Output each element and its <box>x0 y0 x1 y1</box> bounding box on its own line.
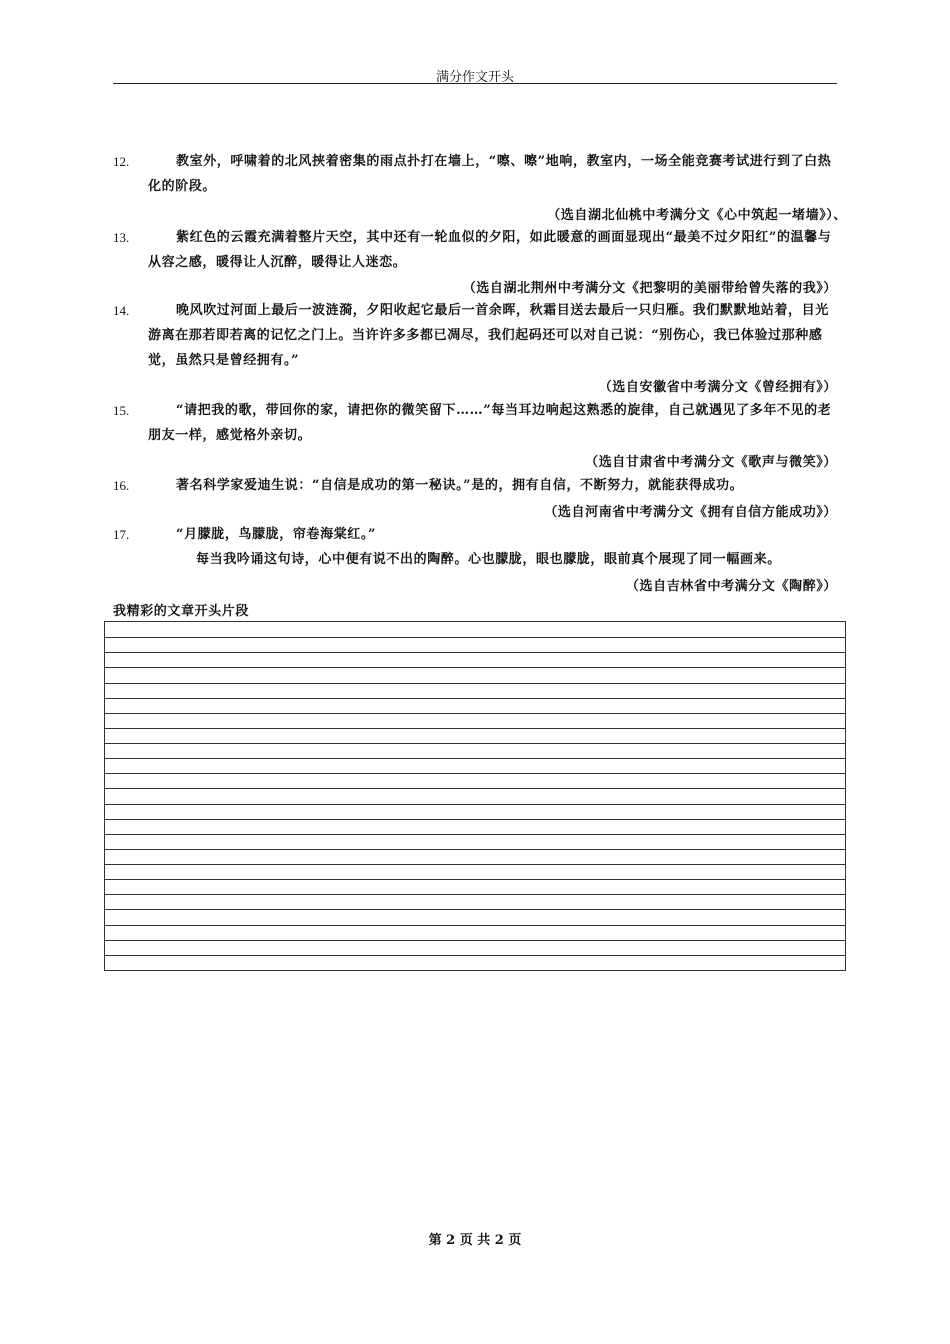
writing-line <box>105 940 845 941</box>
writing-line <box>105 879 845 880</box>
writing-line <box>105 652 845 653</box>
entry-number: 17. <box>113 527 130 542</box>
entry-number: 14. <box>113 303 130 318</box>
entry-source: （选自湖北仙桃中考满分文《心中筑起一堵墙》）、 <box>547 208 847 223</box>
writing-line <box>105 758 845 759</box>
entry-paragraph: 每当我吟诵这句诗，心中便有说不出的陶醉。心也朦胧，眼也朦胧，眼前真个展现了同一幅画来。 <box>196 552 781 567</box>
entry-paragraph: 紫红色的云霞充满着整片天空，其中还有一轮血似的夕阳，如此暖意的画面显现出“最美不过夕阳红”的温馨与从容之感，暖得让人沉醉，暖得让人迷恋。 <box>148 230 832 270</box>
entry-12 <box>113 149 837 199</box>
writing-line <box>105 637 845 638</box>
writing-line <box>105 683 845 684</box>
writing-section-label: 我精彩的文章开头片段 <box>113 604 250 619</box>
header-rule <box>113 83 837 84</box>
entry-16 <box>113 473 837 498</box>
entry-source: （选自甘肃省中考满分文《歌声与微笑》） <box>585 455 837 470</box>
entry-number: 13. <box>113 230 130 245</box>
writing-line <box>105 925 845 926</box>
writing-line <box>105 743 845 744</box>
writing-line <box>105 804 845 805</box>
writing-lines-box[interactable] <box>104 621 846 971</box>
entry-17 <box>113 522 837 572</box>
entry-13 <box>113 225 837 275</box>
entry-paragraph: 晚风吹过河面上最后一波涟漪，夕阳收起它最后一首余晖，秋霜目送去最后一只归雁。我们默默地站着，目光游离在那若即若离的记忆之门上。当许许多多都已凋尽，我们起码还可以对自己说：“别伤心，我已体验过那种感觉，虽然只是曾经拥有。” <box>148 303 829 368</box>
entry-15 <box>113 398 837 448</box>
entry-source: （选自吉林省中考满分文《陶醉》） <box>625 579 837 594</box>
writing-line <box>105 667 845 668</box>
entry-paragraph: 著名科学家爱迪生说：“自信是成功的第一秘诀。”是的，拥有自信，不断努力，就能获得成功。 <box>176 478 744 493</box>
entry-source: （选自安徽省中考满分文《曾经拥有》） <box>598 380 837 395</box>
writing-line <box>105 955 845 956</box>
entry-paragraph: “月朦胧，鸟朦胧，帘卷海棠红。” <box>176 527 377 542</box>
entry-14 <box>113 298 837 373</box>
writing-line <box>105 894 845 895</box>
page-footer: 第 2 页 共 2 页 <box>428 1233 522 1248</box>
entry-number: 12. <box>113 154 130 169</box>
writing-line <box>105 773 845 774</box>
entry-source: （选自湖北荆州中考满分文《把黎明的美丽带给曾失落的我》） <box>462 281 837 296</box>
page-header-title: 满分作文开头 <box>435 70 514 85</box>
entry-number: 16. <box>113 478 130 493</box>
entry-paragraph: 教室外，呼啸着的北风挟着密集的雨点扑打在墙上，“嚓、嚓”地响，教室内，一场全能竞赛考试进行到了白热化的阶段。 <box>148 154 832 194</box>
writing-line <box>105 864 845 865</box>
writing-line <box>105 788 845 789</box>
writing-line <box>105 849 845 850</box>
writing-line <box>105 909 845 910</box>
writing-line <box>105 713 845 714</box>
writing-line <box>105 834 845 835</box>
writing-line <box>105 819 845 820</box>
entry-number: 15. <box>113 403 130 418</box>
entry-source: （选自河南省中考满分文《拥有自信方能成功》） <box>544 505 837 520</box>
entry-paragraph: “请把我的歌，带回你的家，请把你的微笑留下……”每当耳边响起这熟悉的旋律，自己就遇见了多年不见的老朋友一样，感觉格外亲切。 <box>148 403 832 443</box>
writing-line <box>105 728 845 729</box>
writing-line <box>105 698 845 699</box>
